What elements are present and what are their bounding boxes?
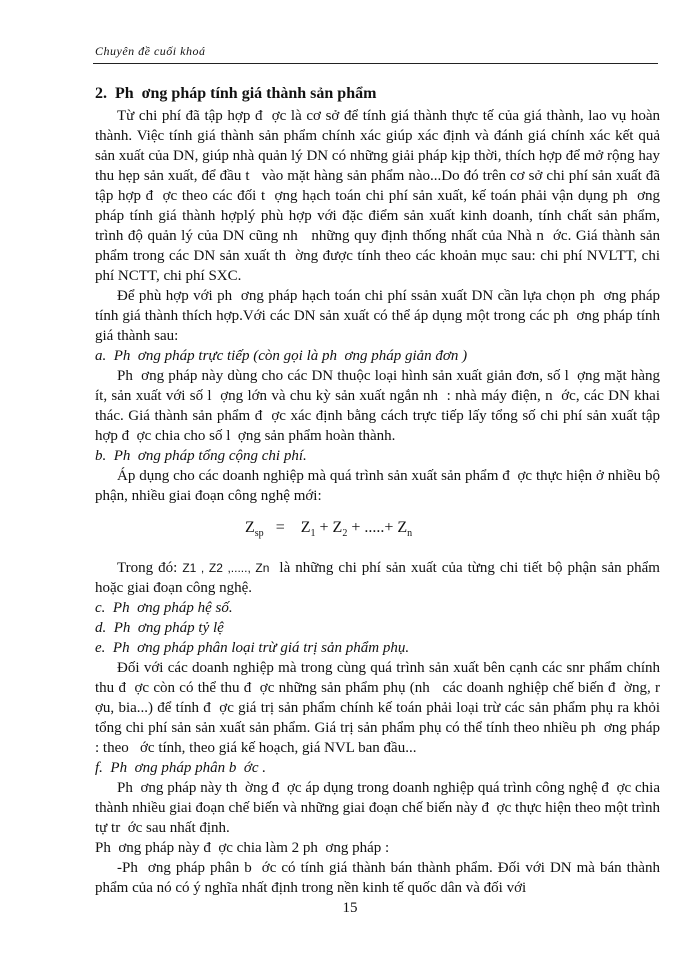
formula-equals: =: [275, 519, 285, 536]
paragraph-selection: Để phù hợp với ph ơng pháp hạch toán chi phí ssản xuất DN cần lựa chọn ph ơng pháp tính giá thành thích hợp.Với các DN sản xuất có thể áp dụng một trong các ph ơng pháp tính giá thành sau:: [95, 288, 664, 344]
formula-term-n: Z: [397, 519, 408, 536]
method-f-split-line: Ph ơng pháp này đ ợc chia làm 2 ph ơng pháp :: [95, 840, 390, 857]
method-b-heading: b. Ph ơng pháp tổng cộng chi phí.: [95, 448, 307, 464]
method-f-heading: f. Ph ơng pháp phân b ớc .: [95, 760, 266, 777]
formula-term-2-sub: 2: [342, 528, 348, 540]
formula-note-text: là những chi phí sản xuất của từng chi tiết bộ phận sản phẩm hoặc giai đoạn công nghệ.: [95, 560, 664, 597]
formula-note-prefix: Trong đó:: [117, 560, 183, 577]
method-b-body: Áp dụng cho các doanh nghiệp mà quá trình sản xuất sản phẩm đ ợc thực hiện ở nhiều bộ phận, nhiều giai đoạn công nghệ mới:: [95, 468, 664, 504]
section-title: 2. Ph ơng pháp tính giá thành sản phẩm: [95, 85, 377, 102]
method-f-body: Ph ơng pháp này th ờng đ ợc áp dụng trong doanh nghiệp quá trình công nghệ đ ợc chia thành nhiều giai đoạn chế biến và những giai đoạn chế biến này đ ợc thực hiện theo một trình tự tr ớc sau nhất định.: [95, 780, 664, 837]
formula-explanation: [95, 558, 664, 598]
method-e-heading: e. Ph ơng pháp phân loại trừ giá trị sản phẩm phụ.: [95, 640, 410, 657]
method-e-body: Đối với các doanh nghiệp mà trong cùng quá trình sản xuất bên cạnh các snr phẩm chính thu đ ợc còn có thể thu đ ợc những sản phẩm phụ (nh các doanh nghiệp chế biến đ ờng, r ợu, bia...) để tính đ ợc giá trị sản phẩm chính kế toán phải loại trừ các sản phẩm phụ ra khỏi tổng chi phí sản sản xuất sản phẩm. Giá trị sản phẩm phụ có thể tính theo nhiều ph ơng pháp : theo ớc tính, theo giá kế hoạch, giá NVL ban đầu...: [95, 660, 668, 757]
header-rule: [93, 63, 658, 64]
method-f-sub-1: -Ph ơng pháp phân b ớc có tính giá thành bán thành phẩm. Đối với DN mà bán thành phẩm của nó có ý nghĩa nhất định trong nền kinh tế quốc dân và đối với: [95, 860, 664, 897]
formula-plus-2: + .....+: [351, 519, 394, 536]
method-a-heading: a. Ph ơng pháp trực tiếp (còn gọi là ph ơng pháp giản đơn ): [95, 348, 468, 364]
formula-term-n-sub: n: [407, 528, 413, 540]
page-number: 15: [342, 900, 358, 916]
document-body: [95, 84, 668, 898]
formula-note-vars: Z1 , Z2 ,....., Zn: [182, 561, 270, 576]
method-d-heading: d. Ph ơng pháp tỷ lệ: [95, 620, 224, 637]
formula-term-1-sub: 1: [310, 528, 316, 540]
formula-lhs-sub: sp: [254, 528, 264, 540]
formula-plus-1: +: [319, 519, 329, 536]
cost-formula: [95, 518, 660, 544]
method-a-body: Ph ơng pháp này dùng cho các DN thuộc loại hình sản xuất giản đơn, số l ợng mặt hàng ít, sản xuất với số l ợng lớn và chu kỳ sản xuất ngắn nh : nhà máy điện, n ớc, các DN khai thác. Giá thành sản phẩm đ ợc xác định bằng cách trực tiếp lấy tổng số chi phí sản xuất tập hợp đ ợc chia cho số l ợng sản phẩm hoàn thành.: [95, 368, 664, 444]
formula-lhs: Z: [245, 519, 255, 536]
running-header: Chuyên đề cuối khoá: [95, 44, 206, 58]
formula-term-2: Z: [332, 519, 343, 536]
paragraph-intro: Từ chi phí đã tập hợp đ ợc là cơ sở để tính giá thành thực tế của giá thành, lao vụ hoàn thành. Việc tính giá thành sản phẩm chính xác giúp xác định và đánh giá chính xác kết quả sản xuất của DN, giúp nhà quản lý DN có những giải pháp kịp thời, thích hợp để mở rộng hay thu hẹp sản xuất, để đầu t vào mặt hàng sản phẩm nào...Do đó trên cơ sở chi phí sản xuất đã tập hợp đ ợc theo các đối t ợng hạch toán chi phí sản xuất, kế toán phải vận dụng ph ơng pháp tính giá thành hợplý phù hợp với đặc điểm sản xuất kinh doanh, tính chất sản phẩm, trình độ quản lý của DN cũng nh những quy định thống nhất của Nhà n ớc. Giá thành sản phẩm trong các DN sản xuất th ờng được tính theo các khoản mục sau: chi phí NVLTT, chi phí NCTT, chi phí SXC.: [95, 108, 664, 284]
formula-term-1: Z: [300, 519, 311, 536]
method-c-heading: c. Ph ơng pháp hệ số.: [95, 600, 233, 617]
